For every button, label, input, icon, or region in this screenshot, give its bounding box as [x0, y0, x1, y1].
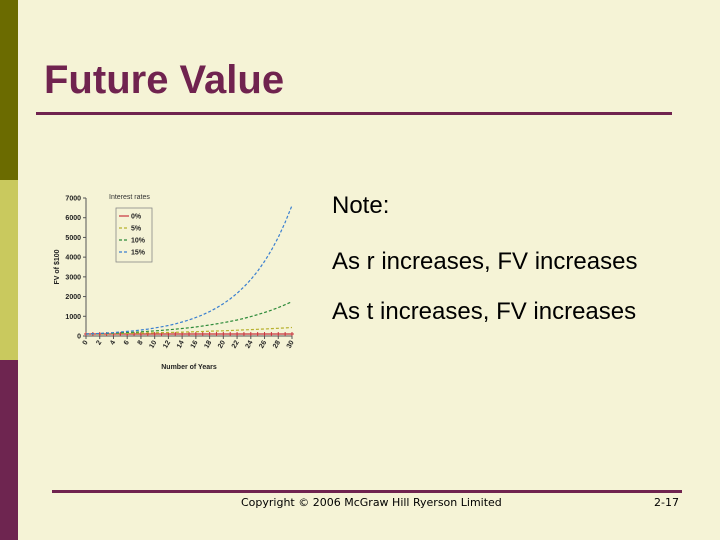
x-tick-label: 2 — [95, 339, 104, 347]
note-time-effect: As t increases, FV increases — [332, 298, 637, 325]
series-line-3 — [86, 206, 292, 335]
slide-title: Future Value — [44, 58, 285, 102]
series-point-marker — [256, 332, 260, 336]
legend-label: 5% — [131, 225, 142, 233]
decor-band-middle — [0, 180, 18, 360]
x-tick-label: 30 — [285, 339, 296, 350]
x-tick-label: 24 — [244, 339, 255, 350]
series-point-marker — [208, 332, 212, 336]
y-tick-label: 1000 — [65, 313, 81, 321]
series-point-marker — [187, 332, 191, 336]
series-point-marker — [276, 332, 280, 336]
series-point-marker — [194, 332, 198, 336]
note-rate-effect: As r increases, FV increases — [332, 248, 638, 275]
x-tick-label: 26 — [258, 339, 269, 350]
copyright-text: Copyright © 2006 McGraw Hill Ryerson Limited — [241, 496, 502, 509]
x-tick-label: 6 — [122, 339, 131, 347]
x-tick-label: 28 — [272, 339, 282, 350]
y-axis-label: FV of $100 — [54, 249, 61, 285]
y-tick-label: 6000 — [65, 215, 81, 223]
title-divider — [36, 112, 672, 115]
y-tick-label: 2000 — [65, 294, 81, 302]
x-tick-label: 0 — [81, 339, 90, 347]
x-tick-label: 14 — [175, 339, 186, 350]
page-number: 2-17 — [654, 496, 679, 509]
series-point-marker — [269, 332, 273, 336]
x-tick-label: 18 — [203, 339, 214, 350]
x-tick-label: 16 — [189, 339, 200, 350]
series-point-marker — [263, 332, 267, 336]
legend-label: 10% — [131, 237, 146, 245]
x-tick-label: 20 — [217, 339, 228, 350]
decor-band-top — [0, 0, 18, 180]
note-heading: Note: — [332, 192, 390, 219]
x-tick-label: 4 — [109, 339, 118, 347]
series-point-marker — [249, 332, 253, 336]
series-point-marker — [290, 332, 294, 336]
y-tick-label: 7000 — [65, 195, 81, 203]
series-point-marker — [228, 332, 232, 336]
footer-divider — [52, 490, 682, 493]
legend-label: 15% — [131, 249, 146, 257]
series-point-marker — [283, 332, 287, 336]
x-tick-label: 22 — [230, 339, 241, 350]
series-point-marker — [214, 332, 218, 336]
y-tick-label: 4000 — [65, 254, 81, 262]
decor-band-bottom — [0, 360, 18, 540]
x-tick-label: 8 — [136, 339, 145, 347]
y-tick-label: 0 — [77, 333, 81, 341]
x-axis-label: Number of Years — [161, 364, 217, 371]
legend-title: Interest rates — [109, 194, 150, 201]
y-tick-label: 3000 — [65, 274, 81, 282]
y-tick-label: 5000 — [65, 234, 81, 242]
x-tick-label: 12 — [162, 339, 173, 350]
series-point-marker — [235, 332, 239, 336]
series-point-marker — [201, 332, 205, 336]
legend-label: 0% — [131, 213, 142, 221]
series-point-marker — [221, 332, 225, 336]
x-tick-label: 10 — [148, 339, 159, 350]
series-point-marker — [242, 332, 246, 336]
future-value-chart — [46, 186, 304, 376]
